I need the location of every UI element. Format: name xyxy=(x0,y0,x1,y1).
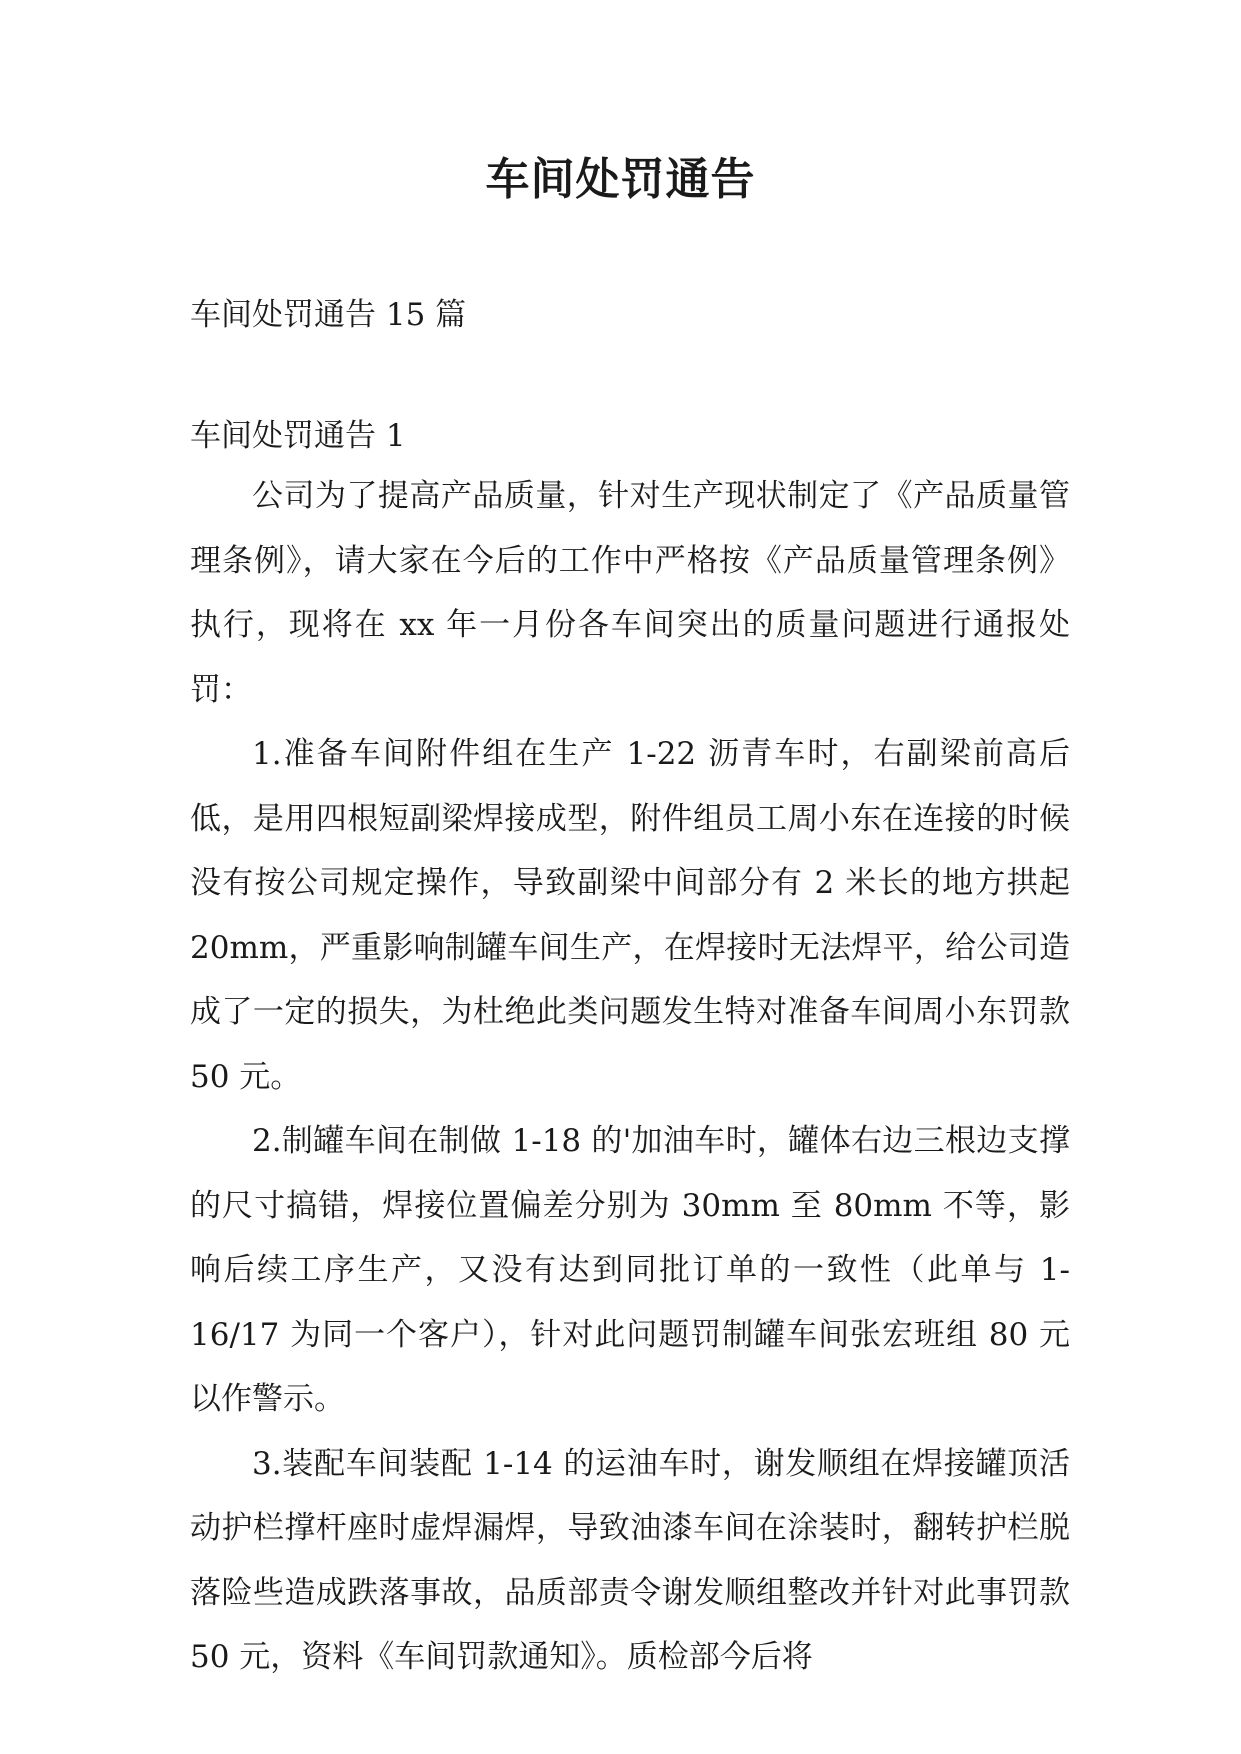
document-title: 车间处罚通告 xyxy=(485,154,756,205)
paragraph-item-1: 1.准备车间附件组在生产 1-22 沥青车时，右副梁前高后低，是用四根短副梁焊接成型，附件组员工周小东在连接的时候没有按公司规定操作，导致副梁中间部分有 2 米长的地方拱起 20mm，严重影响制罐车间生产，在焊接时无法焊平，给公司造成了一定的损失，为杜绝此类问题发生特对准备车间周小东罚款 50 元。 xyxy=(190,736,1070,1095)
paragraph-intro: 公司为了提高产品质量，针对生产现状制定了《产品质量管理条例》，请大家在今后的工作中严格按《产品质量管理条例》执行，现将在 xx 年一月份各车间突出的质量问题进行通报处罚： xyxy=(190,478,1070,708)
paragraph-item-2: 2.制罐车间在制做 1-18 的'加油车时，罐体右边三根边支撑的尺寸搞错，焊接位置偏差分别为 30mm 至 80mm 不等，影响后续工序生产，又没有达到同批订单的一致性（此单与 1-16/17 为同一个客户），针对此问题罚制罐车间张宏班组 80 元以作警示。 xyxy=(190,1123,1070,1417)
section-heading: 车间处罚通告 1 xyxy=(190,418,406,454)
paragraph-item-3: 3.装配车间装配 1-14 的运油车时，谢发顺组在焊接罐顶活动护栏撑杆座时虚焊漏焊，导致油漆车间在涂装时，翻转护栏脱落险些造成跌落事故，品质部责令谢发顺组整改并针对此事罚款 50 元，资料《车间罚款通知》。质检部今后将 xyxy=(190,1445,1070,1675)
document-body xyxy=(190,464,1070,1690)
document-subtitle: 车间处罚通告 15 篇 xyxy=(190,297,467,333)
